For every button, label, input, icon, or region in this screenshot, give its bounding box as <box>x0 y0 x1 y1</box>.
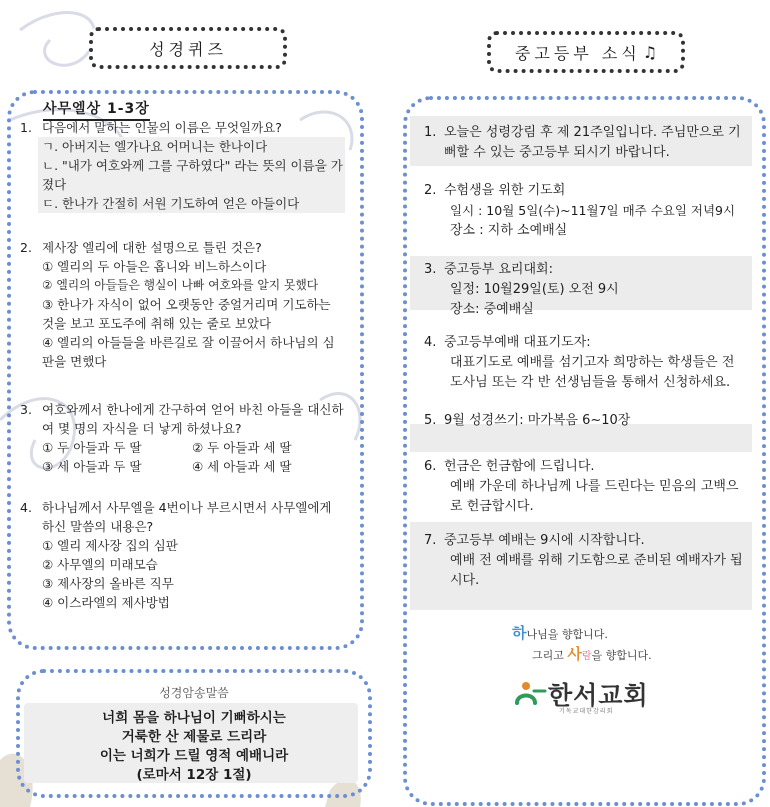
answer-choice: ② 두 아들과 세 딸 <box>192 440 292 455</box>
news-text: 오늘은 성령강림 후 제 21주일입니다. 주님만으로 기뻐할 수 있는 중고등부 되시기 바랍니다. <box>444 125 741 160</box>
news-title: 중고등부 예배는 9시에 시작합니다. <box>444 533 645 548</box>
memory-verse-line: 너희 몸을 하나님이 기뻐하시는 <box>102 710 286 726</box>
question-text: 제사장 엘리에 대한 설명으로 틀린 것은? <box>42 240 262 255</box>
slogan-text: 그리고 <box>532 649 568 662</box>
news-number: 6. <box>424 459 437 474</box>
news-detail: 예배 가운데 하나님께 나를 드린다는 믿음의 고백으로 헌금합시다. <box>450 479 739 514</box>
slogan-text: 나님을 향합니다. <box>526 628 608 641</box>
news-detail: 예배 전 예배를 위해 기도함으로 준비된 예배자가 됩시다. <box>450 553 743 588</box>
news-item-6 <box>424 457 744 517</box>
news-item-2 <box>424 181 744 241</box>
quiz-question-2 <box>20 238 345 371</box>
quiz-question-1 <box>20 118 345 213</box>
news-number: 3. <box>424 262 437 277</box>
news-detail: 일시 : 10월 5일(수)~11월7일 매주 수요일 저녁9시 <box>450 203 736 218</box>
question-item: ㄷ. 한나가 간절히 서원 기도하여 얻은 아들이다 <box>42 196 300 211</box>
slogan-line-2 <box>532 643 652 664</box>
slogan-small: 람 <box>581 651 592 662</box>
question-item: ㄱ. 아버지는 엘가나요 어머니는 한나이다 <box>42 139 268 154</box>
answer-choice: ③ 세 아들과 두 딸 <box>42 459 142 474</box>
news-item-3 <box>424 260 744 320</box>
news-title: 9월 성경쓰기: 마가복음 6~10장 <box>444 413 631 428</box>
news-title: 중고등부 요리대회: <box>444 262 553 277</box>
question-item: ② 엘리의 아들들은 행실이 나빠 여호와를 알지 못했다 <box>42 278 319 292</box>
answer-choice: ① 엘리 제사장 집의 심판 <box>42 538 178 553</box>
church-name: 한서교회 <box>548 681 649 710</box>
question-number: 1. <box>20 120 32 135</box>
news-detail: 장소: 중예배실 <box>450 302 534 317</box>
news-title-text: 중고등부 소식 <box>514 43 641 63</box>
answer-choice: ④ 이스라엘의 제사방법 <box>42 595 170 610</box>
quiz-question-3 <box>20 400 345 476</box>
news-detail: 대표기도로 예배를 섬기고자 희망하는 학생들은 전도사님 또는 각 반 선생님들을 통해서 신청하세요. <box>450 355 735 390</box>
news-number: 4. <box>424 335 437 350</box>
news-number: 5. <box>424 413 437 428</box>
music-note-icon: ♫ <box>642 42 658 62</box>
news-title: 중고등부예배 대표기도자: <box>444 335 591 350</box>
question-number: 4. <box>20 500 32 515</box>
news-item-1 <box>424 123 744 163</box>
news-item-4 <box>424 333 744 393</box>
news-detail: 장소 : 지하 소예배실 <box>450 223 568 238</box>
question-number: 2. <box>20 240 32 255</box>
quiz-question-4 <box>20 498 345 612</box>
slogan-text: 을 향합니다. <box>591 649 652 662</box>
quiz-heading: 사무엘상 1-3장 <box>43 98 150 121</box>
news-item-7 <box>424 531 744 591</box>
answer-choice: ③ 제사장의 올바른 직무 <box>42 576 174 591</box>
news-number: 2. <box>424 183 437 198</box>
news-title: 수험생을 위한 기도회 <box>444 183 566 198</box>
question-item: ㄴ. "내가 여호와께 그를 구하였다" 라는 뜻의 이름을 가졌다 <box>42 158 343 192</box>
memory-verse-reference: (로마서 12장 1절) <box>136 767 252 783</box>
answer-choice: ② 사무엘의 미래모습 <box>42 557 158 572</box>
news-detail: 일정: 10월29일(토) 오전 9시 <box>450 282 619 297</box>
slogan-highlight: 하 <box>512 624 527 642</box>
question-text: 여호와께서 한나에게 간구하여 얻어 바친 아들을 대신하여 몇 명의 자식을 더 낳게 하셨나요? <box>42 402 344 436</box>
question-item: ① 엘리의 두 아들은 홉니와 비느하스이다 <box>42 259 267 274</box>
news-item-5 <box>424 411 744 431</box>
quiz-title-text: 성경퀴즈 <box>149 39 227 59</box>
news-number: 1. <box>424 125 437 140</box>
news-number: 7. <box>424 533 437 548</box>
question-text: 다음에서 말하는 인물의 이름은 무엇일까요? <box>42 120 282 135</box>
question-number: 3. <box>20 402 32 417</box>
news-title <box>487 31 685 73</box>
memory-verse-label: 성경암송말씀 <box>159 686 229 700</box>
question-item: ④ 엘리의 아들들을 바른길로 잘 이끌어서 하나님의 심판을 면했다 <box>42 335 335 369</box>
question-text: 하나님께서 사무엘을 4번이나 부르시면서 사무엘에게 하신 말씀의 내용은? <box>42 500 332 534</box>
church-denomination: 기독교대한감리회 <box>559 708 614 715</box>
question-item: ③ 한나가 자식이 없어 오랫동안 중얼거리며 기도하는 것을 보고 포도주에 취해 있는 줄로 보았다 <box>42 297 331 331</box>
quiz-title <box>89 27 287 69</box>
answer-choice: ④ 세 아들과 세 딸 <box>192 459 292 474</box>
slogan-highlight: 사 <box>567 645 582 663</box>
slogan-line-1 <box>512 622 608 643</box>
memory-verse-line: 거룩한 산 제물로 드리라 <box>121 729 267 745</box>
memory-verse-line: 이는 너희가 드릴 영적 예배니라 <box>99 748 289 764</box>
answer-choice: ① 두 아들과 두 딸 <box>42 440 142 455</box>
news-title: 헌금은 헌금함에 드립니다. <box>444 459 595 474</box>
church-logo-icon <box>514 679 548 709</box>
